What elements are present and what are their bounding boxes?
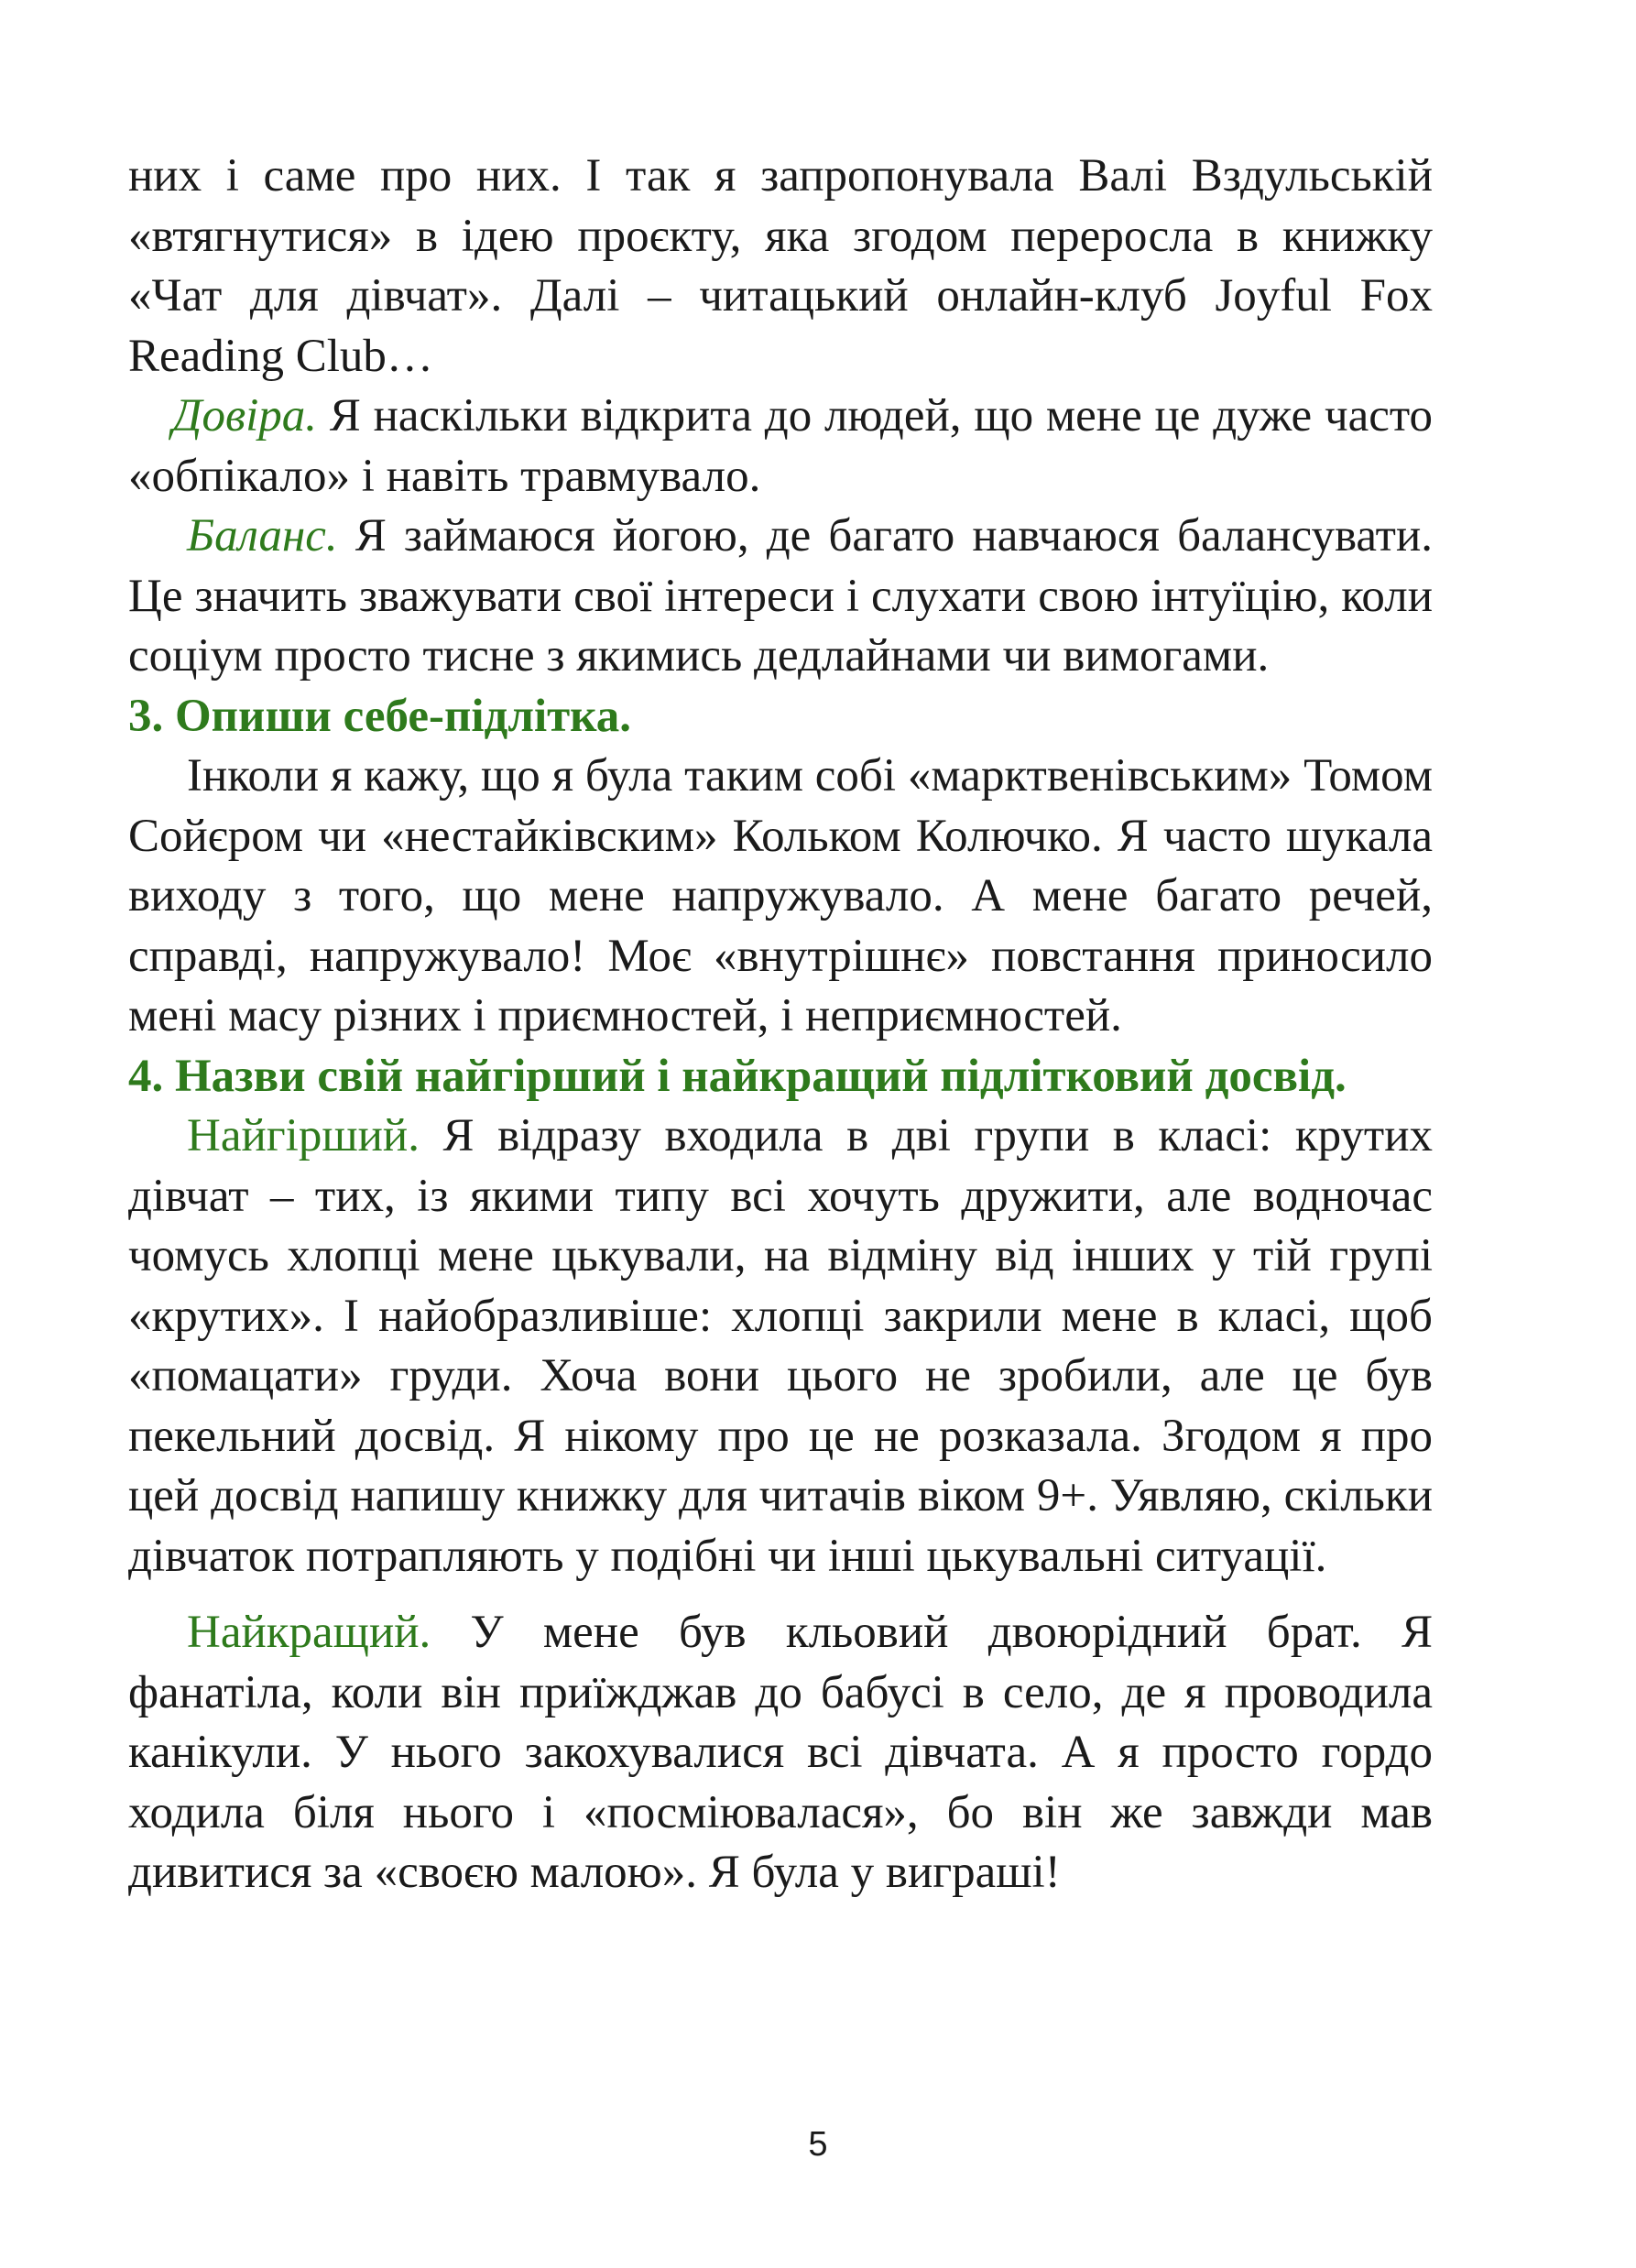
paragraph-best — [128, 1603, 1433, 1903]
heading-question-3: 3. Опиши себе-підлітка. — [128, 690, 632, 742]
paragraph-worst — [128, 1107, 1433, 1587]
lead-balance: Баланс. — [187, 510, 338, 562]
text-worst: Я відразу входила в дві групи в класі: крутих дівчат – тих, із якими типу всі хочуть дружити, але водночас чомусь хлопці мене цькували, на відміну від інших у тій групі «крутих». І найобразливіше: хлопці закрили мене в класі, щоб «помацати» груди. Хоча вони цього не зробили, але це був пекельний досвід. Я нікому про це не розказала. Згодом я про цей досвід напишу книжку для читачів віком 9+. Уявляю, скільки дівчаток потрапляють у подібні чи інші цькувальні ситуації. — [128, 1110, 1433, 1582]
lead-worst: Найгірший. — [187, 1110, 420, 1161]
paragraph-balance — [128, 507, 1433, 687]
heading-question-4: 4. Назви свій найгірший і найкращий підлітковий досвід. — [128, 1050, 1347, 1102]
paragraph-teen-self: Інколи я кажу, що я була таким собі «марктвенівським» Томом Сойєром чи «нестайківским» Кольком Колючко. Я часто шукала виходу з того, що мене напружувало. А мене багато речей, справді, напружувало! Моє «внутрішнє» повстання приносило мені масу різних і приємностей, і неприємностей. — [128, 750, 1433, 1041]
paragraph-trust — [128, 387, 1433, 507]
page-number: 5 — [808, 2125, 828, 2164]
text-trust: Я наскільки відкрита до людей, що мене це дуже часто «обпікало» і навіть травмувало. — [128, 390, 1433, 502]
lead-best: Найкращий. — [187, 1607, 431, 1658]
paragraph-1: них і саме про них. І так я запропонувала Валі Вздульській «втягнутися» в ідею проєкту, яка згодом переросла в книжку «Чат для дівчат». Далі – читацький онлайн-клуб Joyful Fox Reading Club… — [128, 150, 1433, 382]
text-best: У мене був кльовий двоюрідний брат. Я фанатіла, коли він приїжджав до бабусі в село, де я проводила канікули. У нього закохувалися всі дівчата. А я просто гордо ходила біля нього і «посміювалася», бо він же завжди мав дивитися за «своєю малою». Я була у виграші! — [128, 1607, 1433, 1898]
page-body — [128, 147, 1433, 1903]
lead-trust: Довіра. — [172, 390, 318, 442]
text-balance: Я займаюся йогою, де багато навчаюся балансувати. Це значить зважувати свої інтереси і слухати свою інтуїцію, коли соціум просто тисне з якимись дедлайнами чи вимогами. — [128, 510, 1433, 681]
